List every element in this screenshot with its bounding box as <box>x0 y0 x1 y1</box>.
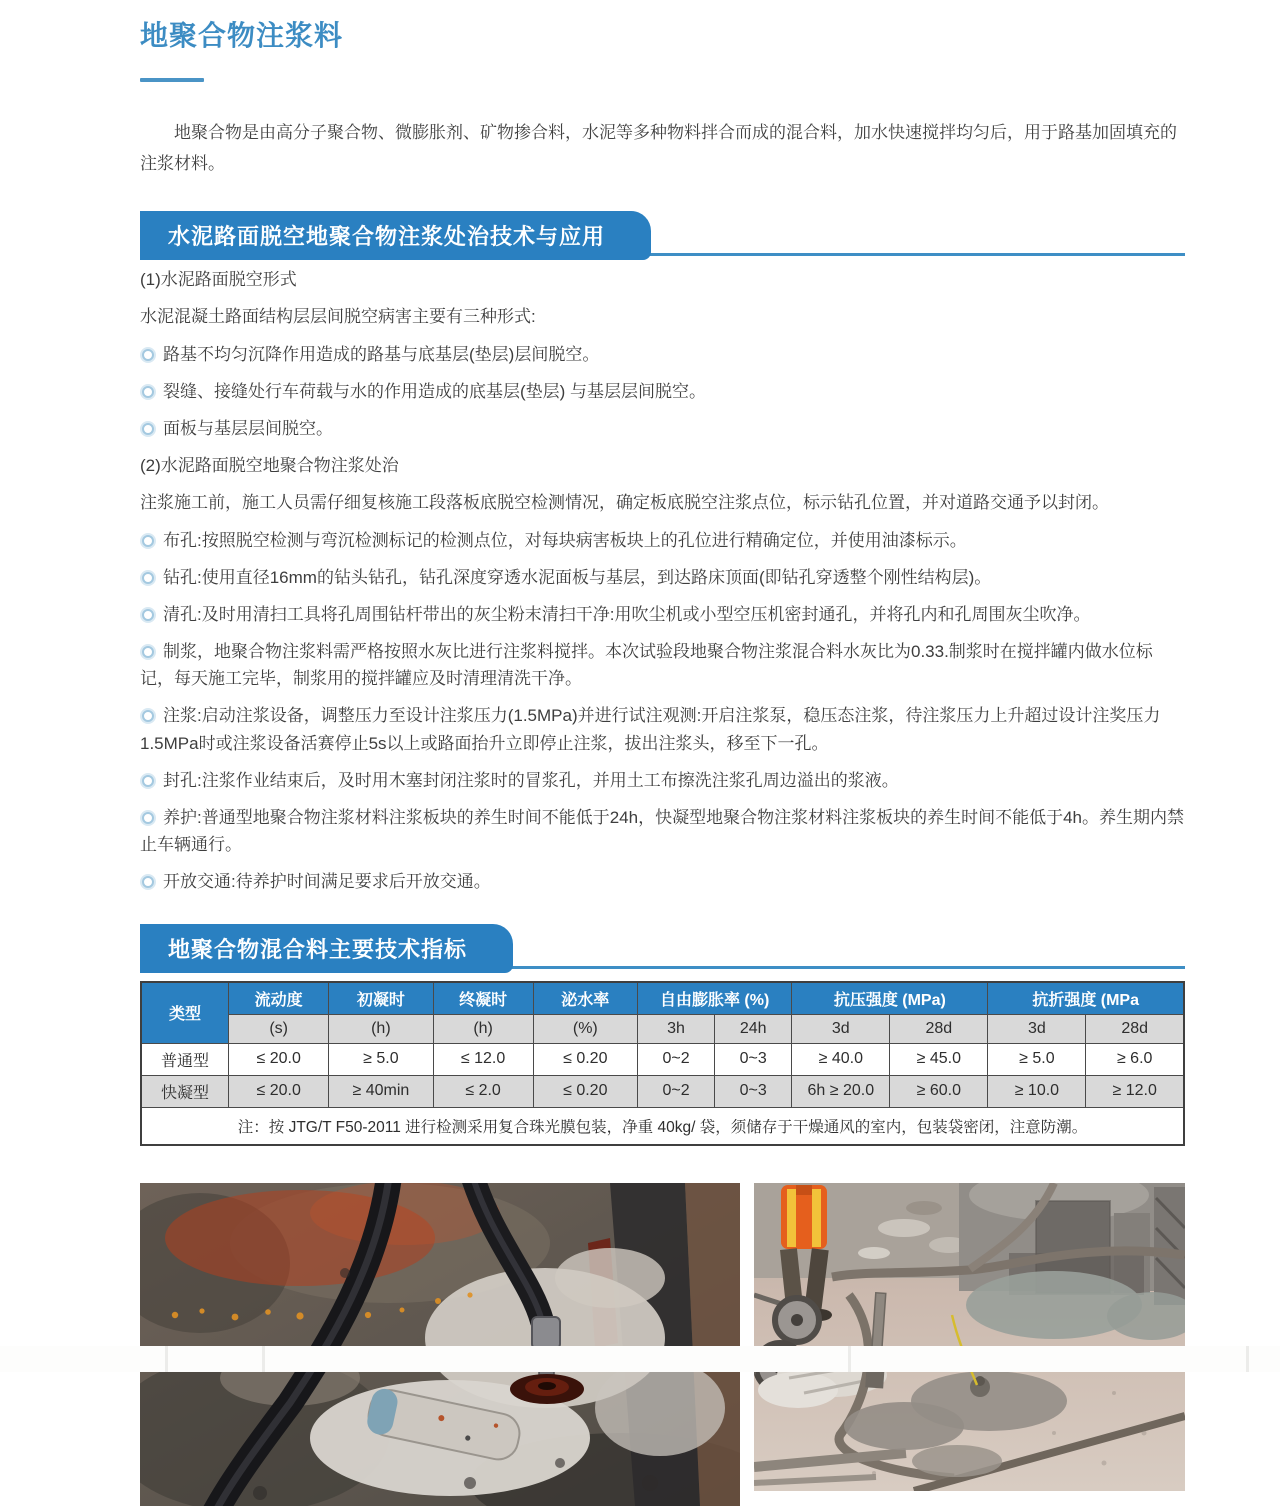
cell: 6h ≥ 20.0 <box>792 1075 890 1107</box>
paragraph-text: 制浆，地聚合物注浆料需严格按照水灰比进行注浆料搅拌。本次试验段地聚合物注浆混合料水灰比为0.33.制浆时在搅拌罐内做水位标记，每天施工完毕，制浆用的搅拌罐应及时清理清洗干净。 <box>140 642 1153 689</box>
paragraph <box>140 266 1185 293</box>
paragraph <box>140 489 1185 516</box>
ring-bullet-icon <box>142 423 154 435</box>
unit-cell: 3d <box>792 1014 890 1043</box>
cell: ≥ 10.0 <box>988 1075 1086 1107</box>
unit-cell: 24h <box>715 1014 792 1043</box>
spec-table <box>140 981 1185 1147</box>
bullet-paragraph <box>140 868 1185 895</box>
page-title: 地聚合物注浆料 <box>140 20 344 51</box>
table-header-row-1 <box>141 982 1184 1015</box>
page-edge-artifact <box>1246 1346 1249 1372</box>
cell: ≥ 5.0 <box>329 1043 433 1075</box>
paragraph-text: 注浆:启动注浆设备，调整压力至设计注浆压力(1.5MPa)并进行试注观测:开启注浆泵，稳压态注浆，待注浆压力上升超过设计注奖压力1.5MPa时或注浆设备活赛停止5s以上或路面抬升立即停止注浆，拔出注浆头，移至下一孔。 <box>140 706 1161 753</box>
table-note: 注：按 JTG/T F50-2011 进行检测采用复合珠光膜包装，净重 40kg/ 袋，须储存于干燥通风的室内，包装袋密闭，注意防潮。 <box>141 1107 1184 1145</box>
ring-bullet-icon <box>142 710 154 722</box>
section1-heading: 水泥路面脱空地聚合物注浆处治技术与应用 <box>140 211 651 260</box>
table-note-row <box>141 1107 1184 1145</box>
cell: ≥ 6.0 <box>1086 1043 1184 1075</box>
bullet-paragraph <box>140 601 1185 628</box>
cell: ≥ 60.0 <box>890 1075 988 1107</box>
ring-bullet-icon <box>142 535 154 547</box>
table-row-kuaining <box>141 1075 1184 1107</box>
ring-bullet-icon <box>142 646 154 658</box>
ring-bullet-icon <box>142 386 154 398</box>
col-header-compressive: 抗压强度 (MPa) <box>792 982 988 1015</box>
bullet-paragraph <box>140 415 1185 442</box>
ring-bullet-icon <box>142 775 154 787</box>
cell: ≤ 20.0 <box>229 1043 329 1075</box>
bullet-paragraph <box>140 804 1185 858</box>
ring-bullet-icon <box>142 572 154 584</box>
paragraph-text: 裂缝、接缝处行车荷载与水的作用造成的底基层(垫层) 与基层层间脱空。 <box>163 381 707 401</box>
cell: 0~2 <box>637 1075 714 1107</box>
unit-cell: 28d <box>1086 1014 1184 1043</box>
bullet-paragraph <box>140 767 1185 794</box>
paragraph-text: 布孔:按照脱空检测与弯沉检测标记的检测点位，对每块病害板块上的孔位进行精确定位，并使用油漆标示。 <box>163 530 967 550</box>
paragraph <box>140 303 1185 330</box>
grouting-worksite-photo <box>754 1183 1185 1491</box>
title-underline <box>140 78 204 82</box>
unit-cell: 3d <box>988 1014 1086 1043</box>
paragraph-text: 钻孔:使用直径16mm的钻头钻孔，钻孔深度穿透水泥面板与基层，到达路床顶面(即钻孔穿透整个刚性结构层)。 <box>163 567 992 587</box>
col-header-flexural: 抗折强度 (MPa <box>988 982 1184 1015</box>
ring-bullet-icon <box>142 349 154 361</box>
section1-banner-wrap <box>140 211 1185 256</box>
bullet-paragraph <box>140 638 1185 692</box>
ring-bullet-icon <box>142 609 154 621</box>
col-header-initial-set: 初凝时 <box>329 982 433 1015</box>
cell: ≤ 12.0 <box>433 1043 533 1075</box>
paragraph-text: 清孔:及时用清扫工具将孔周围钻杆带出的灰尘粉末清扫干净:用吹尘机或小型空压机密封通孔，并将孔内和孔周围灰尘吹净。 <box>163 604 1091 624</box>
unit-cell: 3h <box>637 1014 714 1043</box>
paragraph-text: (2)水泥路面脱空地聚合物注浆处治 <box>140 456 399 476</box>
paragraph-text: 注浆施工前，施工人员需仔细复核施工段落板底脱空检测情况，确定板底脱空注浆点位，标示钻孔位置，并对道路交通予以封闭。 <box>140 493 1109 513</box>
page-edge-artifact <box>262 1346 265 1372</box>
unit-cell: (%) <box>533 1014 637 1043</box>
intro-paragraph: 地聚合物是由高分子聚合物、微膨胀剂、矿物掺合料，水泥等多种物料拌合而成的混合料，加水快速搅拌均匀后，用于路基加固填充的注浆材料。 <box>140 123 1177 173</box>
photo-row <box>140 1183 1185 1506</box>
cell: ≤ 20.0 <box>229 1075 329 1107</box>
cell: 0~2 <box>637 1043 714 1075</box>
cell: ≥ 12.0 <box>1086 1075 1184 1107</box>
ring-bullet-icon <box>142 876 154 888</box>
col-header-bleeding: 泌水率 <box>533 982 637 1015</box>
cell: ≥ 5.0 <box>988 1043 1086 1075</box>
grouting-hole-hose-photo <box>140 1183 740 1506</box>
cell: ≤ 0.20 <box>533 1043 637 1075</box>
col-header-type: 类型 <box>141 982 229 1044</box>
bottom-page-edge <box>0 1346 1280 1372</box>
cell: ≥ 40.0 <box>792 1043 890 1075</box>
unit-cell: 28d <box>890 1014 988 1043</box>
paragraph-text: 养护:普通型地聚合物注浆材料注浆板块的养生时间不能低于24h，快凝型地聚合物注浆材料注浆板块的养生时间不能低于4h。养生期内禁止车辆通行。 <box>140 808 1184 855</box>
cell: ≤ 0.20 <box>533 1075 637 1107</box>
unit-cell: (h) <box>329 1014 433 1043</box>
cell: ≤ 2.0 <box>433 1075 533 1107</box>
col-header-free-expansion: 自由膨胀率 (%) <box>637 982 791 1015</box>
col-header-flow: 流动度 <box>229 982 329 1015</box>
paragraph-text: 封孔:注浆作业结束后，及时用木塞封闭注浆时的冒浆孔，并用土工布擦洗注浆孔周边溢出的浆液。 <box>163 770 899 790</box>
bullet-paragraph <box>140 564 1185 591</box>
cell: 0~3 <box>715 1043 792 1075</box>
section1-body <box>140 266 1185 895</box>
ring-bullet-icon <box>142 812 154 824</box>
paragraph-text: 开放交通:待养护时间满足要求后开放交通。 <box>163 872 491 892</box>
row-label: 普通型 <box>141 1043 229 1075</box>
unit-cell: (s) <box>229 1014 329 1043</box>
col-header-final-set: 终凝时 <box>433 982 533 1015</box>
unit-cell: (h) <box>433 1014 533 1043</box>
paragraph-text: 水泥混凝土路面结构层层间脱空病害主要有三种形式: <box>140 307 536 327</box>
paragraph-text: 面板与基层层间脱空。 <box>163 418 333 438</box>
bullet-paragraph <box>140 702 1185 756</box>
bullet-paragraph <box>140 341 1185 368</box>
row-label: 快凝型 <box>141 1075 229 1107</box>
paragraph <box>140 452 1185 479</box>
cell: ≥ 45.0 <box>890 1043 988 1075</box>
table-header-row-2 <box>141 1014 1184 1043</box>
page-edge-artifact <box>165 1346 168 1372</box>
page-edge-artifact <box>848 1346 851 1372</box>
section2-banner-wrap <box>140 924 1185 969</box>
cell: 0~3 <box>715 1075 792 1107</box>
bullet-paragraph <box>140 378 1185 405</box>
cell: ≥ 40min <box>329 1075 433 1107</box>
paragraph-text: 路基不均匀沉降作用造成的路基与底基层(垫层)层间脱空。 <box>163 344 600 364</box>
bullet-paragraph <box>140 527 1185 554</box>
table-row-putong <box>141 1043 1184 1075</box>
section2-heading: 地聚合物混合料主要技术指标 <box>140 924 513 973</box>
paragraph-text: (1)水泥路面脱空形式 <box>140 270 297 290</box>
